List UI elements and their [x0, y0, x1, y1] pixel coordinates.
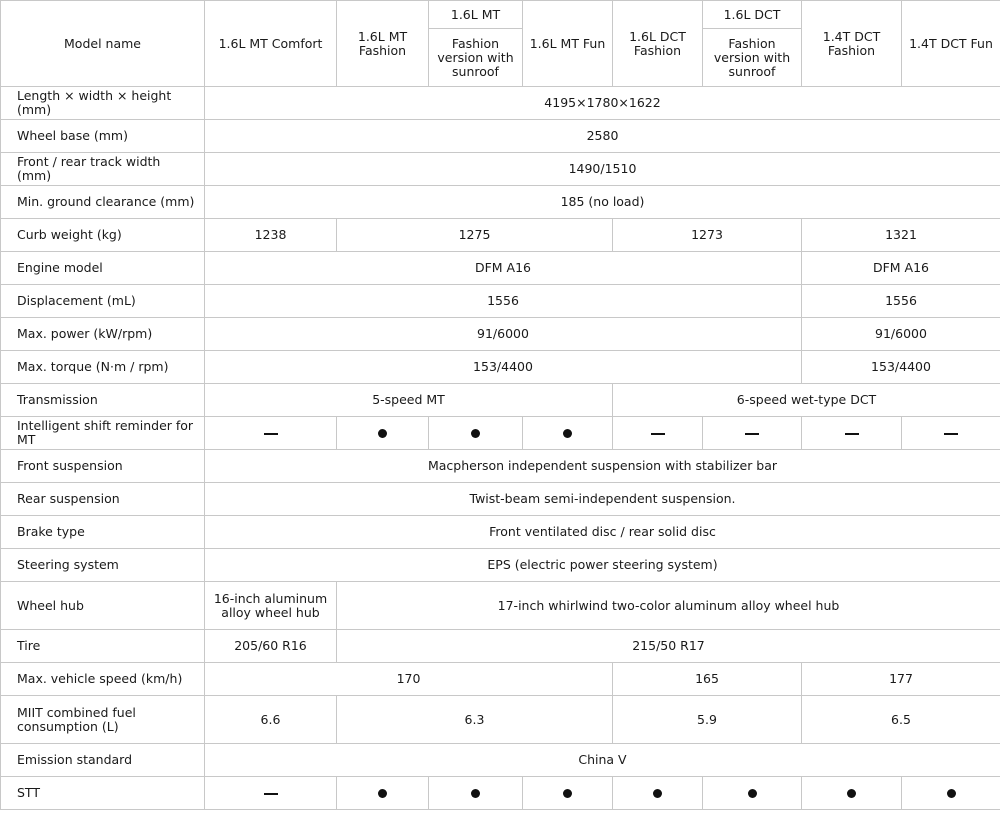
- cell-mark: [613, 777, 703, 810]
- not-available-dash-icon: [651, 433, 665, 435]
- cell-value: 1275: [337, 219, 613, 252]
- row-tire: [1, 630, 1000, 663]
- row-curb-weight: [1, 219, 1000, 252]
- row-label: STT: [1, 777, 205, 810]
- cell-mark: [205, 417, 337, 450]
- row-dimensions: [1, 87, 1000, 120]
- cell-mark: [337, 777, 429, 810]
- standard-dot-icon: [563, 789, 572, 798]
- row-displacement: [1, 285, 1000, 318]
- header-1-6l-mt-comfort: 1.6L MT Comfort: [205, 1, 337, 87]
- cell-value: 6.6: [205, 696, 337, 744]
- cell-mark: [703, 417, 802, 450]
- standard-dot-icon: [947, 789, 956, 798]
- cell-value: 1238: [205, 219, 337, 252]
- cell-mark: [429, 777, 523, 810]
- cell-mark: [613, 417, 703, 450]
- cell-mark: [523, 777, 613, 810]
- row-label: Max. vehicle speed (km/h): [1, 663, 205, 696]
- row-max-torque: [1, 351, 1000, 384]
- header-1-4t-dct-fashion: 1.4T DCT Fashion: [802, 1, 902, 87]
- standard-dot-icon: [471, 789, 480, 798]
- cell-value: 5-speed MT: [205, 384, 613, 417]
- row-transmission: [1, 384, 1000, 417]
- cell-value: DFM A16: [802, 252, 1000, 285]
- row-label: Front suspension: [1, 450, 205, 483]
- row-shift-reminder: [1, 417, 1000, 450]
- header-1-6l-dct: 1.6L DCT: [703, 1, 802, 29]
- cell-value: 153/4400: [802, 351, 1000, 384]
- row-engine-model: [1, 252, 1000, 285]
- row-fuel-consumption: [1, 696, 1000, 744]
- row-emission-standard: [1, 744, 1000, 777]
- row-max-power: [1, 318, 1000, 351]
- row-label: Wheel hub: [1, 582, 205, 630]
- cell-mark: [205, 777, 337, 810]
- row-max-speed: [1, 663, 1000, 696]
- cell-mark: [429, 417, 523, 450]
- standard-dot-icon: [378, 789, 387, 798]
- not-available-dash-icon: [264, 433, 278, 435]
- header-1-6l-mt: 1.6L MT: [429, 1, 523, 29]
- row-ground-clearance: [1, 186, 1000, 219]
- header-dct-fashion-sunroof: Fashion version with sunroof: [703, 29, 802, 87]
- cell-value: Front ventilated disc / rear solid disc: [205, 516, 1000, 549]
- not-available-dash-icon: [264, 793, 278, 795]
- cell-value: 1490/1510: [205, 153, 1000, 186]
- cell-mark: [523, 417, 613, 450]
- cell-mark: [902, 417, 1000, 450]
- cell-value: 17-inch whirlwind two-color aluminum alloy wheel hub: [337, 582, 1000, 630]
- cell-mark: [337, 417, 429, 450]
- row-steering-system: [1, 549, 1000, 582]
- standard-dot-icon: [653, 789, 662, 798]
- row-stt: [1, 777, 1000, 810]
- cell-value: EPS (electric power steering system): [205, 549, 1000, 582]
- row-label: Tire: [1, 630, 205, 663]
- row-label: Front / rear track width (mm): [1, 153, 205, 186]
- header-1-6l-dct-fashion: 1.6L DCT Fashion: [613, 1, 703, 87]
- cell-value: 6.5: [802, 696, 1000, 744]
- cell-value: 165: [613, 663, 802, 696]
- row-label: Max. power (kW/rpm): [1, 318, 205, 351]
- cell-value: 185 (no load): [205, 186, 1000, 219]
- cell-value: 170: [205, 663, 613, 696]
- standard-dot-icon: [378, 429, 387, 438]
- cell-value: 1556: [802, 285, 1000, 318]
- cell-value: 16-inch aluminum alloy wheel hub: [205, 582, 337, 630]
- cell-value: DFM A16: [205, 252, 802, 285]
- cell-value: Macpherson independent suspension with stabilizer bar: [205, 450, 1000, 483]
- cell-value: Twist-beam semi-independent suspension.: [205, 483, 1000, 516]
- row-label: Min. ground clearance (mm): [1, 186, 205, 219]
- row-label: MIIT combined fuel consumption (L): [1, 696, 205, 744]
- row-label: Emission standard: [1, 744, 205, 777]
- cell-value: 6.3: [337, 696, 613, 744]
- cell-value: 5.9: [613, 696, 802, 744]
- header-1-6l-mt-fun: 1.6L MT Fun: [523, 1, 613, 87]
- cell-mark: [902, 777, 1000, 810]
- not-available-dash-icon: [745, 433, 759, 435]
- cell-value: 91/6000: [802, 318, 1000, 351]
- cell-value: 177: [802, 663, 1000, 696]
- cell-mark: [802, 417, 902, 450]
- cell-value: 205/60 R16: [205, 630, 337, 663]
- cell-value: 2580: [205, 120, 1000, 153]
- cell-value: 91/6000: [205, 318, 802, 351]
- cell-value: 153/4400: [205, 351, 802, 384]
- row-wheel-hub: [1, 582, 1000, 630]
- header-1-6l-mt-fashion: 1.6L MT Fashion: [337, 1, 429, 87]
- row-label: Wheel base (mm): [1, 120, 205, 153]
- row-brake-type: [1, 516, 1000, 549]
- row-track-width: [1, 153, 1000, 186]
- standard-dot-icon: [563, 429, 572, 438]
- row-label: Engine model: [1, 252, 205, 285]
- not-available-dash-icon: [845, 433, 859, 435]
- cell-value: 215/50 R17: [337, 630, 1000, 663]
- header-1-4t-dct-fun: 1.4T DCT Fun: [902, 1, 1000, 87]
- standard-dot-icon: [748, 789, 757, 798]
- not-available-dash-icon: [944, 433, 958, 435]
- row-label: Brake type: [1, 516, 205, 549]
- cell-value: 1321: [802, 219, 1000, 252]
- cell-mark: [703, 777, 802, 810]
- row-rear-suspension: [1, 483, 1000, 516]
- cell-value: 6-speed wet-type DCT: [613, 384, 1000, 417]
- row-label: Length × width × height (mm): [1, 87, 205, 120]
- row-label: Displacement (mL): [1, 285, 205, 318]
- row-label: Steering system: [1, 549, 205, 582]
- row-label: Max. torque (N·m / rpm): [1, 351, 205, 384]
- row-wheelbase: [1, 120, 1000, 153]
- standard-dot-icon: [847, 789, 856, 798]
- row-label: Intelligent shift reminder for MT: [1, 417, 205, 450]
- standard-dot-icon: [471, 429, 480, 438]
- cell-value: 1556: [205, 285, 802, 318]
- cell-mark: [802, 777, 902, 810]
- cell-value: 4195×1780×1622: [205, 87, 1000, 120]
- cell-value: China V: [205, 744, 1000, 777]
- row-label: Curb weight (kg): [1, 219, 205, 252]
- row-label: Rear suspension: [1, 483, 205, 516]
- header-model-name: Model name: [1, 1, 205, 87]
- cell-value: 1273: [613, 219, 802, 252]
- row-front-suspension: [1, 450, 1000, 483]
- row-label: Transmission: [1, 384, 205, 417]
- header-mt-fashion-sunroof: Fashion version with sunroof: [429, 29, 523, 87]
